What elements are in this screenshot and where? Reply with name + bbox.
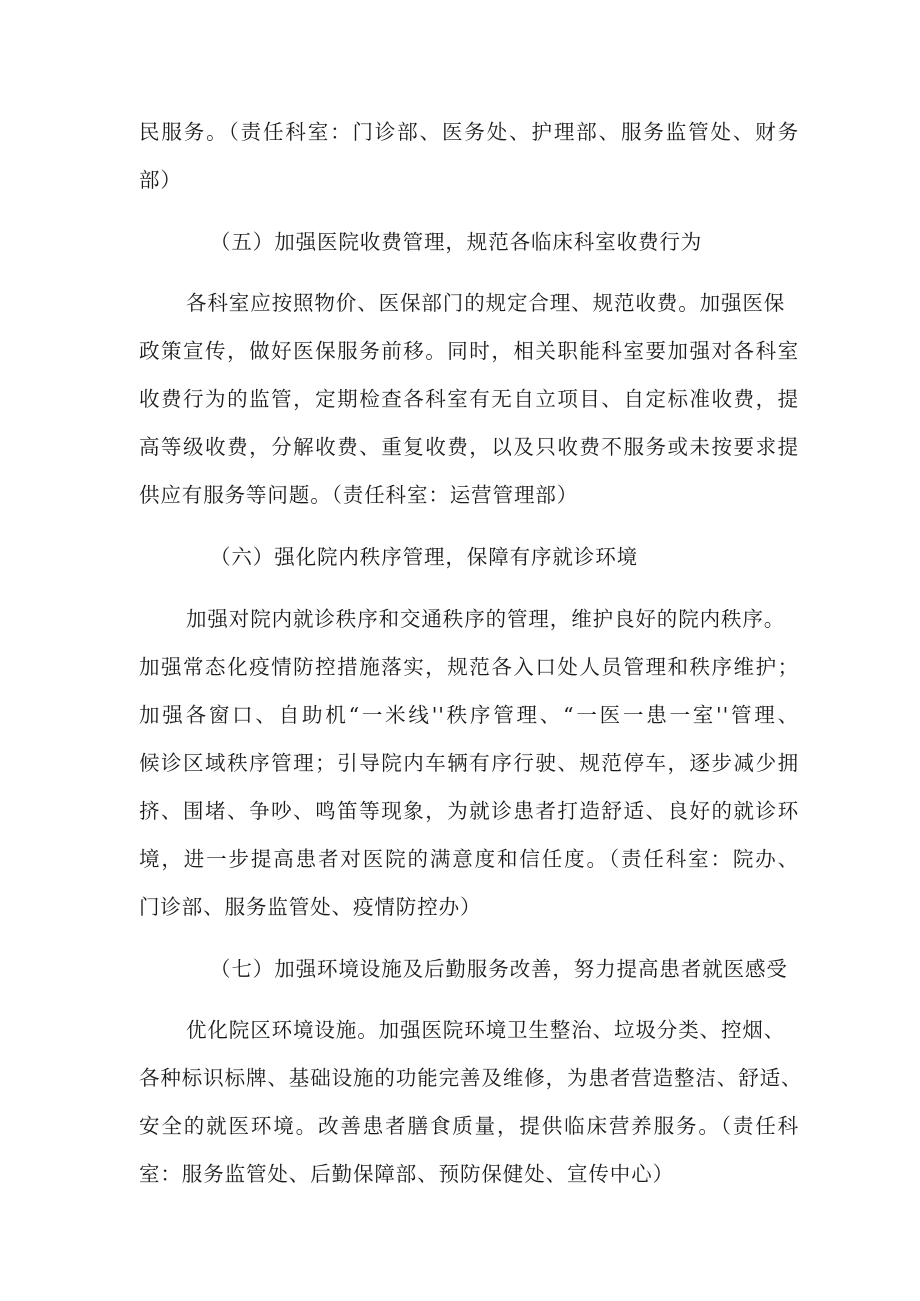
section-heading-6: （六）强化院内秩序管理，保障有序就诊环境 (210, 545, 638, 569)
body-line: 门诊部、服务监管处、疫情防控办） (139, 895, 482, 919)
body-line: 供应有服务等问题。（责任科室：运营管理部） (139, 483, 579, 507)
section-heading-7: （七）加强环境设施及后勤服务改善，努力提高患者就医感受 (210, 957, 788, 981)
body-line: 各种标识标牌、基础设施的功能完善及维修，为患者营造整洁、舒适、 (139, 1066, 803, 1090)
body-line: 各科室应按照物价、医保部门的规定合理、规范收费。加强医保 (186, 291, 786, 315)
body-line: 高等级收费，分解收费、重复收费，以及只收费不服务或未按要求提 (139, 435, 799, 459)
body-line: 加强各窗口、自助机“一米线''秩序管理、“一医一患一室''管理、 (139, 703, 799, 727)
body-line: 政策宣传，做好医保服务前移。同时，相关职能科室要加强对各科室 (139, 339, 799, 363)
body-line: 挤、围堵、争吵、鸣笛等现象，为就诊患者打造舒适、良好的就诊环 (139, 799, 799, 823)
body-line: 加强常态化疫情防控措施落实，规范各入口处人员管理和秩序维护； (139, 655, 799, 679)
body-line: 安全的就医环境。改善患者膳食质量，提供临床营养服务。（责任科 (139, 1114, 799, 1138)
body-line: 境，进一步提高患者对医院的满意度和信任度。（责任科室：院办、 (139, 847, 799, 871)
body-line: 部） (139, 168, 182, 192)
body-line: 收费行为的监管，定期检查各科室有无自立项目、自定标准收费，提 (139, 387, 799, 411)
body-line: 候诊区域秩序管理；引导院内车辆有序行驶、规范停车，逐步减少拥 (139, 751, 799, 775)
body-line: 优化院区环境设施。加强医院环境卫生整治、垃圾分类、控烟、 (186, 1018, 786, 1042)
section-heading-5: （五）加强医院收费管理，规范各临床科室收费行为 (210, 230, 703, 254)
body-line: 加强对院内就诊秩序和交通秩序的管理，维护良好的院内秩序。 (186, 607, 786, 631)
body-line: 室：服务监管处、后勤保障部、预防保健处、宣传中心） (139, 1162, 674, 1186)
body-line: 民服务。（责任科室：门诊部、医务处、护理部、服务监管处、财务 (139, 120, 799, 144)
